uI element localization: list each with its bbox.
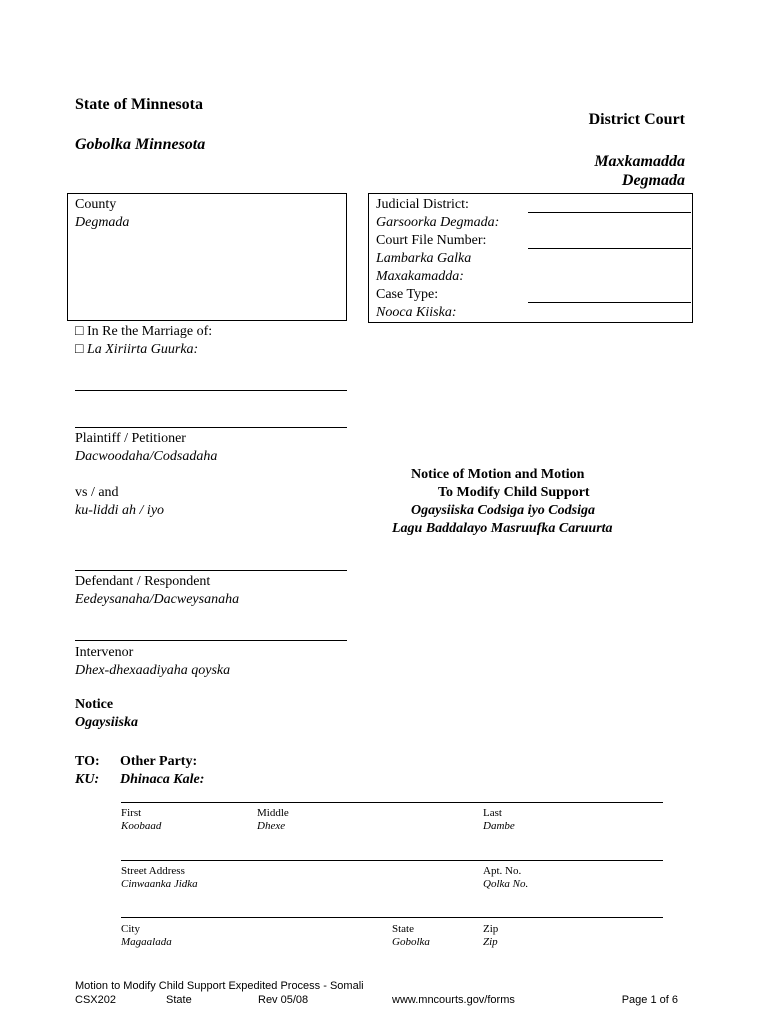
state-label: State — [392, 923, 414, 935]
party-name-line-2[interactable] — [75, 427, 347, 428]
state-heading-somali: Gobolka Minnesota — [75, 136, 206, 153]
apt-no-label: Apt. No. — [483, 865, 522, 877]
city-field-line[interactable] — [121, 917, 663, 918]
marriage-checkbox-somali[interactable]: □ — [75, 342, 84, 357]
defendant-label: Defendant / Respondent — [75, 574, 211, 589]
first-name-label: First — [121, 807, 142, 819]
plaintiff-label-somali: Dacwoodaha/Codsadaha — [75, 449, 218, 464]
court-heading-somali-2: Degmada — [621, 172, 685, 189]
marriage-checkbox[interactable]: □ — [75, 324, 84, 339]
intervenor-label-somali: Dhex-dhexaadiyaha qoyska — [75, 663, 231, 678]
first-name-label-somali: Koobaad — [121, 820, 162, 832]
case-type-label: Case Type: — [376, 287, 439, 302]
middle-name-label-somali: Dhexe — [257, 820, 286, 832]
other-party-label-somali: Dhinaca Kale: — [120, 772, 205, 787]
state-heading: State of Minnesota — [75, 96, 203, 113]
footer-form-title: Motion to Modify Child Support Expedited Process - Somali — [75, 980, 364, 992]
intervenor-name-line[interactable] — [75, 640, 347, 641]
court-heading-somali-1: Maxkamadda — [594, 153, 685, 170]
footer-state: State — [166, 994, 192, 1006]
street-field-line[interactable] — [121, 860, 663, 861]
zip-label: Zip — [483, 923, 499, 935]
document-title-line-3: Ogaysiiska Codsiga iyo Codsiga — [411, 503, 595, 518]
document-title-line-1: Notice of Motion and Motion — [411, 467, 585, 482]
notice-heading-somali: Ogaysiiska — [75, 715, 138, 730]
case-type-field[interactable] — [528, 302, 691, 303]
footer-form-code: CSX202 — [75, 994, 116, 1006]
name-field-line[interactable] — [121, 802, 663, 803]
intervenor-label: Intervenor — [75, 645, 134, 660]
notice-heading: Notice — [75, 697, 114, 712]
last-name-label-somali: Dambe — [483, 820, 515, 832]
footer-revision: Rev 05/08 — [258, 994, 309, 1006]
county-label: County — [75, 197, 117, 212]
to-label: TO: — [75, 754, 100, 769]
defendant-name-line[interactable] — [75, 570, 347, 571]
to-label-somali: KU: — [75, 772, 100, 787]
city-label-somali: Magaalada — [121, 936, 172, 948]
court-file-label-somali-1: Lambarka Galka — [376, 251, 472, 266]
marriage-label-somali: La Xiriirta Guurka: — [86, 342, 199, 357]
last-name-label: Last — [483, 807, 502, 819]
vs-label-somali: ku-liddi ah / iyo — [75, 503, 165, 518]
street-address-label-somali: Cinwaanka Jidka — [121, 878, 198, 890]
marriage-row-somali — [75, 341, 198, 359]
case-type-label-somali: Nooca Kiiska: — [376, 305, 457, 320]
document-title-line-4: Lagu Baddalayo Masruufka Caruurta — [392, 521, 613, 536]
apt-no-label-somali: Qolka No. — [483, 878, 529, 890]
footer-url[interactable]: www.mncourts.gov/forms — [392, 994, 515, 1006]
court-heading: District Court — [588, 111, 685, 128]
judicial-district-label-somali: Garsoorka Degmada: — [376, 215, 500, 230]
state-label-somali: Gobolka — [392, 936, 430, 948]
marriage-row — [75, 323, 212, 341]
document-title-line-2: To Modify Child Support — [438, 485, 590, 500]
other-party-label: Other Party: — [120, 754, 198, 769]
zip-label-somali: Zip — [483, 936, 498, 948]
party-name-line-1[interactable] — [75, 390, 347, 391]
city-label: City — [121, 923, 140, 935]
plaintiff-label: Plaintiff / Petitioner — [75, 431, 186, 446]
middle-name-label: Middle — [257, 807, 289, 819]
footer-page-number: Page 1 of 6 — [621, 994, 678, 1006]
defendant-label-somali: Eedeysanaha/Dacweysanaha — [75, 592, 240, 607]
judicial-district-field[interactable] — [528, 212, 691, 213]
street-address-label: Street Address — [121, 865, 185, 877]
court-file-field[interactable] — [528, 248, 691, 249]
county-label-somali: Degmada — [75, 215, 130, 230]
court-file-label: Court File Number: — [376, 233, 487, 248]
court-file-label-somali-2: Maxakamadda: — [376, 269, 464, 284]
vs-label: vs / and — [75, 485, 119, 500]
judicial-district-label: Judicial District: — [376, 197, 469, 212]
marriage-label: In Re the Marriage of: — [86, 324, 213, 339]
